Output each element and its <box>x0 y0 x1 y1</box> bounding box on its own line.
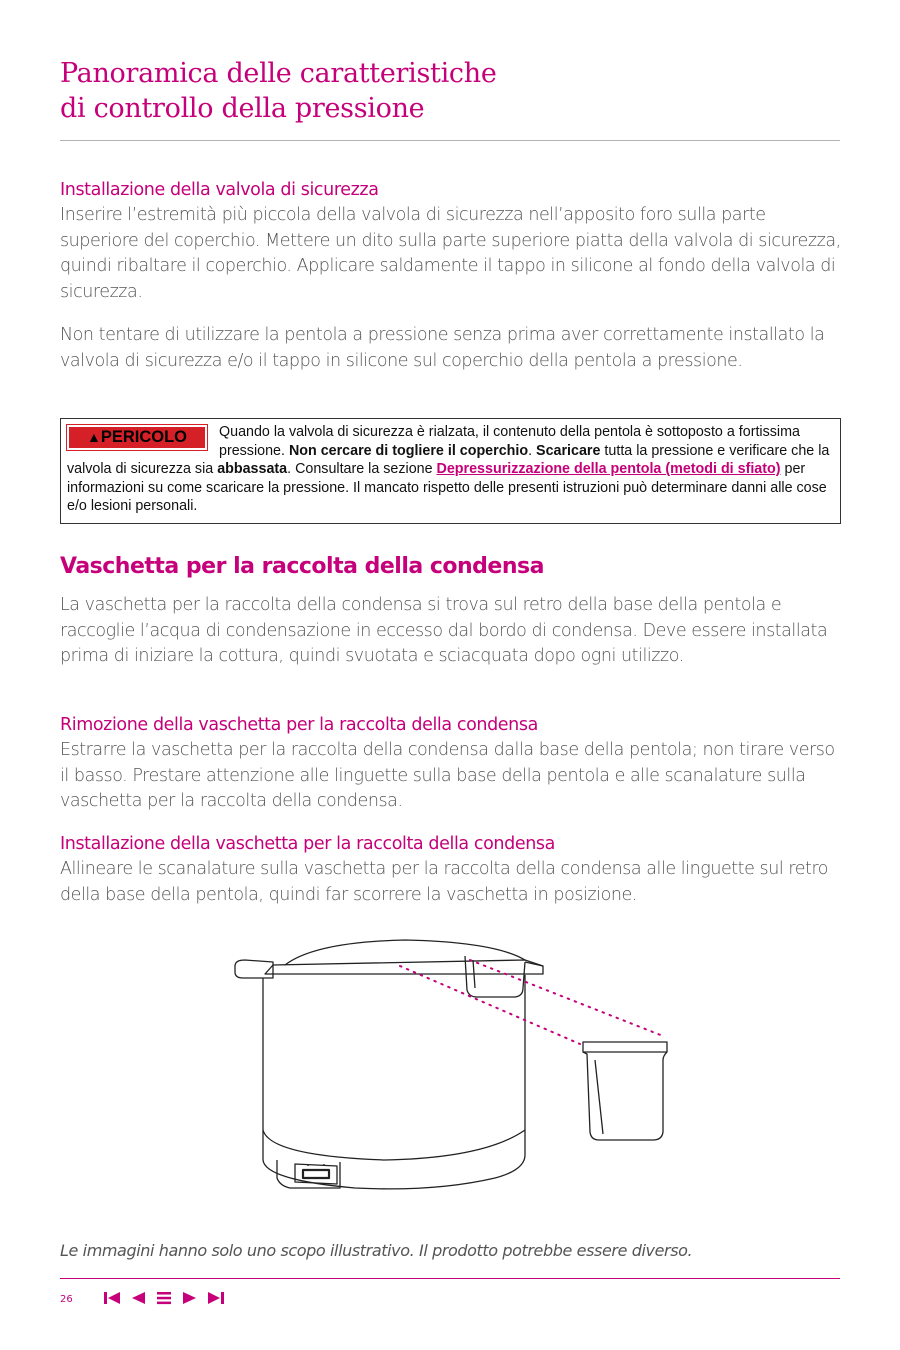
danger-text-4: . Consultare la sezione <box>287 461 437 477</box>
previous-page-icon[interactable] <box>129 1290 147 1306</box>
first-page-icon[interactable] <box>103 1290 121 1306</box>
menu-icon[interactable] <box>155 1290 173 1306</box>
danger-box <box>60 418 841 524</box>
safety-valve-heading: Installazione della valvola di sicurezza <box>60 180 379 200</box>
page-navigation <box>103 1290 225 1306</box>
removal-paragraph: Estrarre la vaschetta per la raccolta della condensa dalla base della pentola; non tirare verso il basso. Prestare attenzione alle linguette sulla base della pentola e alle scanalature sulla vaschetta per la raccolta della condensa. <box>60 740 835 811</box>
installation-heading: Installazione della vaschetta per la raccolta della condensa <box>60 834 555 854</box>
danger-bold-1: Non cercare di togliere il coperchio <box>288 442 529 459</box>
condensation-cup-heading: Vaschetta per la raccolta della condensa <box>60 554 544 579</box>
footer-divider <box>60 1278 840 1279</box>
title-line-2: di controllo della pressione <box>60 93 425 124</box>
danger-badge <box>67 425 207 450</box>
removal-heading: Rimozione della vaschetta per la raccolta della condensa <box>60 715 538 735</box>
page-title <box>60 56 760 126</box>
danger-text-5: per informazioni su come scaricare la pressione. Il mancato rispetto delle presenti istruzioni può determinare danni alle cose e/o lesioni personali. <box>67 461 827 514</box>
page-number: 26 <box>60 1294 73 1305</box>
danger-bold-3: abbassata <box>217 461 288 477</box>
cooker-condensation-cup-illustration <box>225 920 675 1220</box>
next-page-icon[interactable] <box>181 1290 199 1306</box>
illustration-caption: Le immagini hanno solo uno scopo illustrativo. Il prodotto potrebbe essere diverso. <box>60 1241 693 1260</box>
danger-text-1: Quando la valvola di sicurezza è rialzata, il contenuto della pentola è sottoposto a fortissima pressione. <box>219 424 800 459</box>
warning-triangle-icon: ▲ <box>86 429 101 445</box>
depressurization-link[interactable]: Depressurizzazione della pentola (metodi di sfiato) <box>436 461 781 477</box>
title-divider <box>60 140 840 141</box>
danger-bold-2: Scaricare <box>536 442 601 459</box>
danger-text-2: . <box>528 442 537 459</box>
last-page-icon[interactable] <box>207 1290 225 1306</box>
safety-valve-warning-paragraph: Non tentare di utilizzare la pentola a pressione senza prima aver correttamente installato la valvola di sicurezza e/o il tappo in silicone sul coperchio della pentola a pressione. <box>60 325 825 371</box>
safety-valve-paragraph: Inserire l’estremità più piccola della valvola di sicurezza nell’apposito foro sulla parte superiore del coperchio. Mettere un dito sulla parte superiore piatta della valvola di sicurezza, quindi ribaltare il coperchio. Applicare saldamente il tappo in silicone al fondo della valvola di sicurezza. <box>60 205 841 302</box>
title-line-1: Panoramica delle caratteristiche <box>60 58 497 89</box>
condensation-cup-paragraph: La vaschetta per la raccolta della condensa si trova sul retro della base della pentola e raccoglie l’acqua di condensazione in eccesso dal bordo di condensa. Deve essere installata prima di iniziare la cottura, quindi svuotata e sciacquata dopo ogni utilizzo. <box>60 595 828 666</box>
installation-paragraph: Allineare le scanalature sulla vaschetta per la raccolta della condensa alle linguette sul retro della base della pentola, quindi far scorrere la vaschetta in posizione. <box>60 859 829 905</box>
danger-badge-label: PERICOLO <box>100 428 188 446</box>
danger-text-3: tutta la pressione e verificare che la valvola di sicurezza sia <box>67 442 830 477</box>
